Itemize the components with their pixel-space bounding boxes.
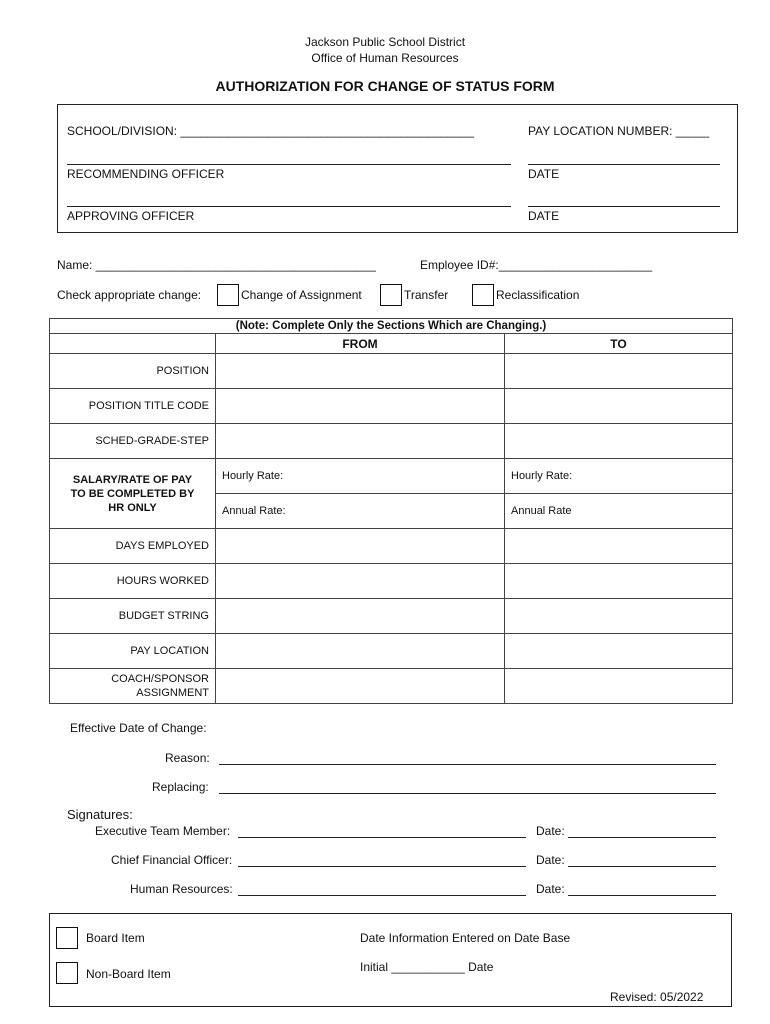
coach-sponsor-line-2: ASSIGNMENT (136, 687, 209, 699)
pay-location-number-field[interactable]: PAY LOCATION NUMBER: _____ (528, 124, 710, 138)
executive-label: Executive Team Member: (95, 824, 231, 838)
date-info-label: Date Information Entered on Date Base (360, 931, 571, 945)
position-title-code-label: POSITION TITLE CODE (50, 389, 216, 424)
cfo-date-label: Date: (536, 853, 565, 867)
cfo-date-line[interactable] (568, 866, 716, 867)
change-of-assignment-checkbox[interactable] (217, 284, 239, 306)
position-from-cell[interactable] (216, 354, 505, 389)
table-note: (Note: Complete Only the Sections Which are Changing.) (50, 319, 733, 334)
board-item-label: Board Item (86, 931, 145, 945)
pay-location-to-cell[interactable] (505, 634, 733, 669)
position-to-cell[interactable] (505, 354, 733, 389)
change-table (49, 318, 733, 704)
revised-date: Revised: 05/2022 (610, 990, 704, 1004)
salary-label-line-3: HR ONLY (108, 501, 157, 514)
employee-id-field[interactable]: Employee ID#:_______________________ (420, 258, 653, 272)
hours-worked-label: HOURS WORKED (50, 564, 216, 599)
salary-label (50, 459, 216, 529)
replacing-line[interactable] (219, 793, 716, 794)
days-employed-to-cell[interactable] (505, 529, 733, 564)
board-item-checkbox[interactable] (56, 927, 78, 949)
recommending-date-line[interactable] (528, 164, 720, 165)
reclassification-label: Reclassification (496, 288, 580, 302)
days-employed-label: DAYS EMPLOYED (50, 529, 216, 564)
salary-label-line-2: TO BE COMPLETED BY (70, 487, 195, 500)
recommending-officer-label: RECOMMENDING OFFICER (67, 167, 225, 181)
reason-line[interactable] (219, 764, 716, 765)
annual-rate-from-cell[interactable]: Annual Rate: (216, 494, 505, 529)
hr-label: Human Resources: (130, 882, 233, 896)
pay-location-from-cell[interactable] (216, 634, 505, 669)
reason-label: Reason: (165, 751, 210, 765)
name-field[interactable]: Name: __________________________________________ (57, 258, 376, 272)
coach-sponsor-from-cell[interactable] (216, 669, 505, 704)
to-header: TO (505, 334, 733, 354)
annual-rate-to-cell[interactable]: Annual Rate (505, 494, 733, 529)
cfo-signature-line[interactable] (238, 866, 526, 867)
reclassification-checkbox[interactable] (472, 284, 494, 306)
days-employed-from-cell[interactable] (216, 529, 505, 564)
sched-grade-step-label: SCHED-GRADE-STEP (50, 424, 216, 459)
position-title-code-to-cell[interactable] (505, 389, 733, 424)
hourly-rate-to-cell[interactable]: Hourly Rate: (505, 459, 733, 494)
position-title-code-from-cell[interactable] (216, 389, 505, 424)
non-board-item-checkbox[interactable] (56, 962, 78, 984)
executive-signature-line[interactable] (238, 837, 526, 838)
cfo-label: Chief Financial Officer: (111, 853, 233, 867)
signatures-heading: Signatures: (67, 807, 133, 822)
initial-date-field[interactable]: Initial ___________ Date (360, 960, 494, 974)
coach-sponsor-label (50, 669, 216, 704)
header-blank-cell (50, 334, 216, 354)
recommending-date-label: DATE (528, 167, 560, 181)
salary-label-line-1: SALARY/RATE OF PAY (72, 473, 193, 486)
budget-string-label: BUDGET STRING (50, 599, 216, 634)
approving-officer-label: APPROVING OFFICER (67, 209, 195, 223)
school-division-field[interactable]: SCHOOL/DIVISION: ____________________________________________ (67, 124, 475, 138)
recommending-officer-line[interactable] (67, 164, 511, 165)
hours-worked-to-cell[interactable] (505, 564, 733, 599)
approving-officer-line[interactable] (67, 206, 511, 207)
coach-sponsor-line-1: COACH/SPONSOR (111, 673, 209, 685)
position-label: POSITION (50, 354, 216, 389)
approving-date-line[interactable] (528, 206, 720, 207)
transfer-checkbox[interactable] (380, 284, 402, 306)
executive-date-line[interactable] (568, 837, 716, 838)
hr-signature-line[interactable] (238, 895, 526, 896)
budget-string-to-cell[interactable] (505, 599, 733, 634)
sched-grade-step-to-cell[interactable] (505, 424, 733, 459)
transfer-label: Transfer (404, 288, 449, 302)
form-title: AUTHORIZATION FOR CHANGE OF STATUS FORM (215, 78, 555, 94)
approving-date-label: DATE (528, 209, 560, 223)
from-header: FROM (216, 334, 505, 354)
budget-string-from-cell[interactable] (216, 599, 505, 634)
district-name: Jackson Public School District (304, 35, 466, 49)
check-change-label: Check appropriate change: (57, 288, 202, 302)
replacing-label: Replacing: (152, 780, 209, 794)
hours-worked-from-cell[interactable] (216, 564, 505, 599)
office-name: Office of Human Resources (311, 51, 459, 65)
sched-grade-step-from-cell[interactable] (216, 424, 505, 459)
effective-date-label: Effective Date of Change: (70, 721, 207, 735)
hr-date-label: Date: (536, 882, 565, 896)
hourly-rate-from-cell[interactable]: Hourly Rate: (216, 459, 505, 494)
non-board-item-label: Non-Board Item (86, 967, 171, 981)
coach-sponsor-to-cell[interactable] (505, 669, 733, 704)
hr-date-line[interactable] (568, 895, 716, 896)
change-of-assignment-label: Change of Assignment (241, 288, 362, 302)
pay-location-label: PAY LOCATION (50, 634, 216, 669)
executive-date-label: Date: (536, 824, 565, 838)
